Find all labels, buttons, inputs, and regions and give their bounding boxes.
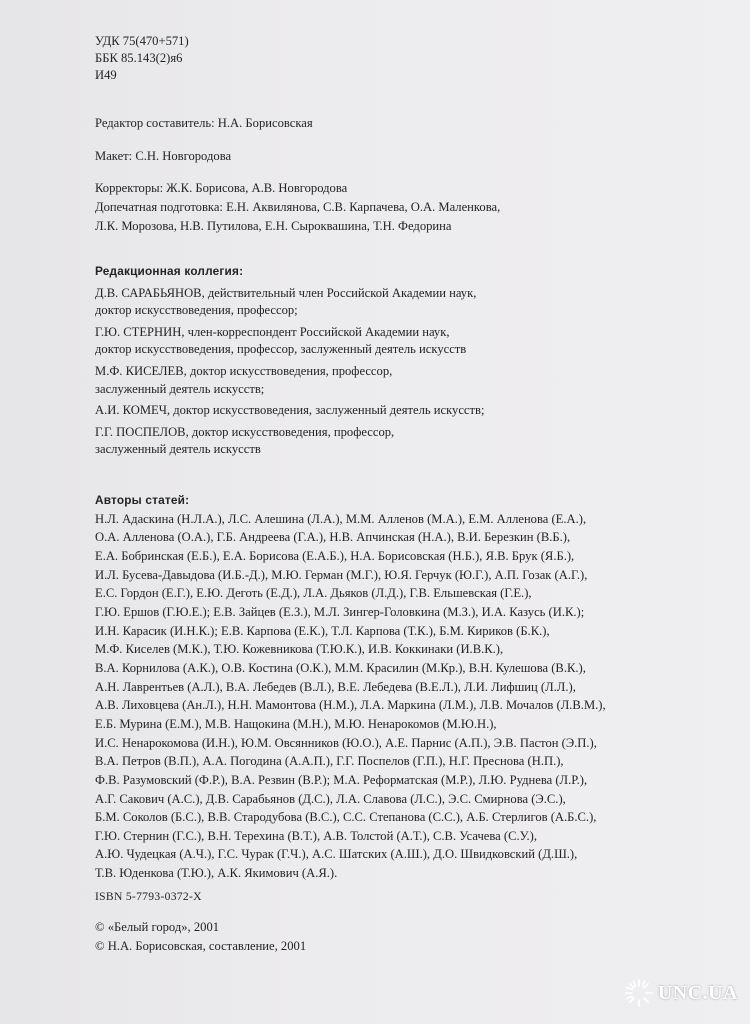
staff-line: Корректоры: Ж.К. Борисова, А.В. Новгородова bbox=[95, 181, 348, 195]
board-member-line: доктор искусствоведения, профессор; bbox=[95, 303, 298, 318]
authors-line: А.В. Лиховцева (Ан.Л.), Н.Н. Мамонтова (Н.М.), Л.А. Маркина (Л.М.), Л.В. Мочалов (Л.В.М.), bbox=[95, 698, 606, 713]
article-authors bbox=[95, 491, 606, 883]
board-member-line: М.Ф. КИСЕЛЕВ, доктор искусствоведения, профессор, bbox=[95, 363, 393, 378]
udk-code: УДК 75(470+571) bbox=[95, 34, 189, 48]
authors-heading: Авторы статей: bbox=[95, 493, 190, 507]
authors-line: О.А. Алленова (О.А.), Г.Б. Андреева (Г.А.), Н.В. Апчинская (Н.А.), В.И. Березкин (В.Б.), bbox=[95, 530, 571, 545]
layout-credit bbox=[95, 147, 231, 166]
editor-credit bbox=[95, 114, 313, 133]
isbn-number: ISBN 5-7793-0372-X bbox=[95, 890, 202, 903]
authors-line: Ф.В. Разумовский (Ф.Р.), В.А. Резвин (В.Р.); М.А. Реформатская (М.Р.), Л.Ю. Руднева (Л.Р.), bbox=[95, 772, 588, 787]
copyright-notice bbox=[95, 918, 306, 956]
layout-line: Макет: С.Н. Новгородова bbox=[95, 149, 232, 163]
authors-line: М.Ф. Киселев (М.К.), Т.Ю. Кожевникова (Т.Ю.К.), И.В. Коккинаки (И.В.К.), bbox=[95, 642, 504, 657]
copyright-line: © «Белый город», 2001 bbox=[95, 920, 220, 934]
authors-line: В.А. Корнилова (А.К.), О.В. Костина (О.К.), М.М. Красилин (М.Кр.), В.Н. Кулешова (В.К.), bbox=[95, 660, 586, 675]
authors-line: И.Н. Карасик (И.Н.К.); Е.В. Карпова (Е.К.), Т.Л. Карпова (Т.К.), Б.М. Кириков (Б.К.), bbox=[95, 623, 550, 638]
authors-line: Г.Ю. Ершов (Г.Ю.Е.); Е.В. Зайцев (Е.З.), М.Л. Зингер-Головкина (М.З.), И.А. Казусь (И.К.); bbox=[95, 604, 585, 619]
authors-line: А.Ю. Чудецкая (А.Ч.), Г.С. Чурак (Г.Ч.), А.С. Шатских (А.Ш.), Д.О. Швидковский (Д.Ш.), bbox=[95, 847, 578, 862]
board-member-line: Д.В. САРАБЬЯНОВ, действительный член Российской Академии наук, bbox=[95, 285, 477, 300]
authors-line: В.А. Петров (В.П.), А.А. Погодина (А.А.П.), Г.Г. Поспелов (Г.П.), Н.Г. Преснова (Н.П.), bbox=[95, 754, 564, 769]
authors-line: Е.А. Бобринская (Е.Б.), Е.А. Борисова (Е.А.Б.), Н.А. Борисовская (Н.Б.), Я.В. Брук (Я.Б.), bbox=[95, 548, 575, 563]
board-member-line: А.И. КОМЕЧ, доктор искусствоведения, заслуженный деятель искусств; bbox=[95, 403, 485, 418]
staff-line: Допечатная подготовка: Е.Н. Аквилянова, С.В. Карпачева, О.А. Маленкова, bbox=[95, 200, 501, 214]
bbk-code: ББК 85.143(2)я6 bbox=[95, 51, 183, 66]
sunburst-icon bbox=[624, 978, 654, 1008]
production-staff bbox=[95, 179, 500, 236]
editorial-board bbox=[95, 263, 484, 459]
authors-line: И.С. Ненарокомова (И.Н.), Ю.М. Овсянников (Ю.О.), А.Е. Парнис (А.П.), Э.В. Пастон (Э.П.), bbox=[95, 735, 597, 750]
authors-line: Б.М. Соколов (Б.С.), В.В. Стародубова (В.С.), С.С. Степанова (С.С.), А.Б. Стерлигов (А.Б.С.), bbox=[95, 810, 597, 825]
board-member-line: доктор искусствоведения, профессор, заслуженный деятель искусств bbox=[95, 342, 467, 357]
authors-line: Е.С. Гордон (Е.Г.), Е.Ю. Деготь (Е.Д.), Л.А. Дьяков (Л.Д.), Г.В. Ельшевская (Г.Е.), bbox=[95, 586, 532, 601]
watermark-text: UNC.UA bbox=[657, 981, 738, 1004]
board-member bbox=[95, 285, 484, 320]
board-member-line: заслуженный деятель искусств; bbox=[95, 381, 265, 396]
authors-line: Т.В. Юденкова (Т.Ю.), А.К. Якимович (А.Я.). bbox=[95, 866, 338, 881]
editorial-board-heading: Редакционная коллегия: bbox=[95, 264, 244, 278]
board-member-line: Г.Г. ПОСПЕЛОВ, доктор искусствоведения, профессор, bbox=[95, 424, 395, 439]
staff-line: Л.К. Морозова, Н.В. Путилова, Е.Н. Сыроквашина, Т.Н. Федорина bbox=[95, 219, 452, 233]
authors-line: А.Г. Сакович (А.С.), Д.В. Сарабьянов (Д.С.), Л.А. Славова (Л.С.), Э.С. Смирнова (Э.С.), bbox=[95, 791, 566, 806]
board-member bbox=[95, 324, 484, 359]
authors-line: И.Л. Бусева-Давыдова (И.Б.-Д.), М.Ю. Герман (М.Г.), Ю.Я. Герчук (Ю.Г.), А.П. Гозак (А.Г.), bbox=[95, 567, 588, 582]
editor-line: Редактор составитель: Н.А. Борисовская bbox=[95, 116, 313, 130]
classification-codes bbox=[95, 33, 189, 85]
authors-line: А.Н. Лаврентьев (А.Л.), В.А. Лебедев (В.Л.), В.Е. Лебедева (В.Е.Л.), Л.И. Лифшиц (Л.Л.), bbox=[95, 679, 576, 694]
author-mark-code: И49 bbox=[95, 68, 117, 83]
board-member bbox=[95, 363, 484, 398]
board-member-line: Г.Ю. СТЕРНИН, член-корреспондент Российской Академии наук, bbox=[95, 324, 450, 339]
site-watermark bbox=[624, 978, 738, 1008]
authors-line: Е.Б. Мурина (Е.М.), М.В. Нащокина (М.Н.), М.Ю. Ненарокомов (М.Ю.Н.), bbox=[95, 716, 497, 731]
board-member bbox=[95, 402, 484, 420]
board-member-line: заслуженный деятель искусств bbox=[95, 442, 261, 457]
authors-line: Г.Ю. Стернин (Г.С.), В.Н. Терехина (В.Т.), А.В. Толстой (А.Т.), С.В. Усачева (С.У.), bbox=[95, 828, 538, 843]
board-member bbox=[95, 424, 484, 459]
authors-line: Н.Л. Адаскина (Н.Л.А.), Л.С. Алешина (Л.А.), М.М. Алленов (М.А.), Е.М. Алленова (Е.А.), bbox=[95, 511, 587, 526]
copyright-line: © Н.А. Борисовская, составление, 2001 bbox=[95, 939, 307, 953]
